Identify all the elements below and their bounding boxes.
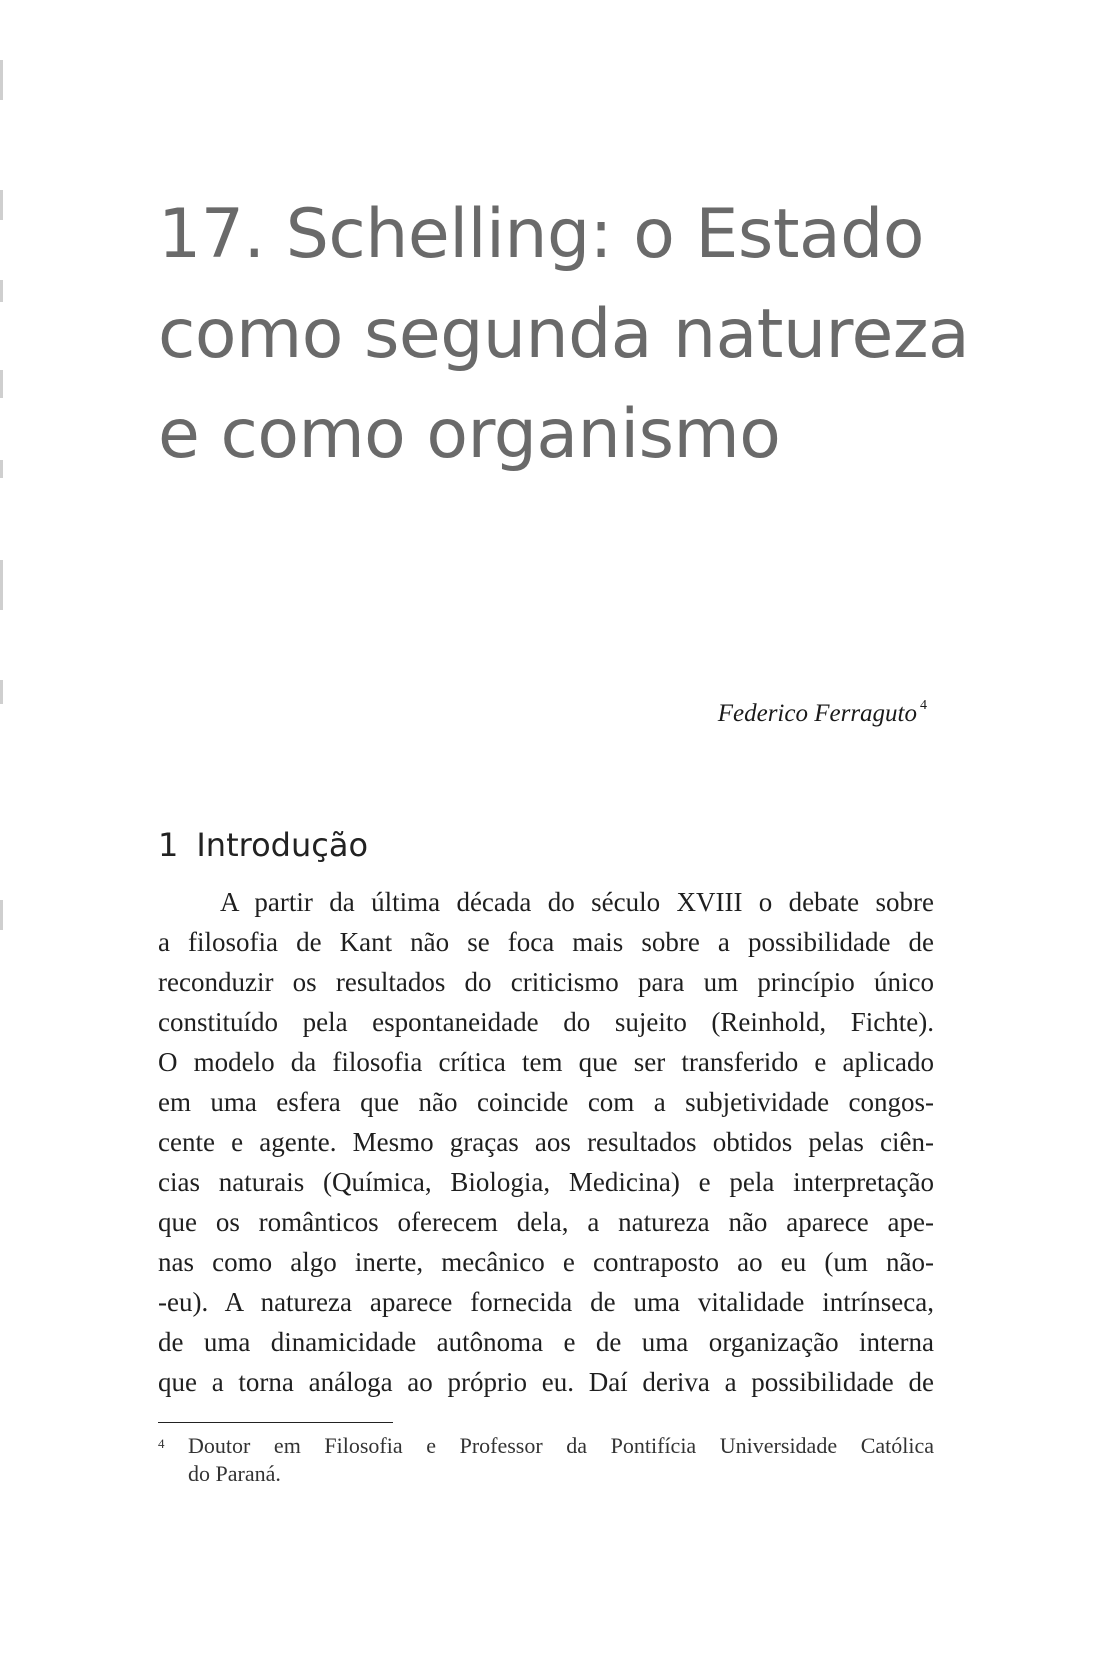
footnote xyxy=(158,1432,934,1488)
body-line: O modelo da filosofia crítica tem que ser transferido e aplicado xyxy=(158,1047,934,1077)
footnote-text xyxy=(188,1432,934,1488)
body-line: cente e agente. Mesmo graças aos resultados obtidos pelas ciên- xyxy=(158,1127,934,1157)
body-line: em uma esfera que não coincide com a subjetividade congos- xyxy=(158,1087,934,1117)
section-heading xyxy=(158,826,368,864)
author-footnote-ref: 4 xyxy=(920,697,927,713)
footnote-marker: 4 xyxy=(158,1436,165,1451)
body-line: de uma dinamicidade autônoma e de uma organização interna xyxy=(158,1327,934,1357)
body-paragraph xyxy=(158,882,934,1402)
body-line: a filosofia de Kant não se foca mais sobre a possibilidade de xyxy=(158,927,934,957)
scan-edge-marks xyxy=(0,40,6,1040)
author-byline xyxy=(717,697,927,728)
body-line: -eu). A natureza aparece fornecida de uma vitalidade intrínseca, xyxy=(158,1287,934,1317)
chapter-title xyxy=(158,185,970,485)
chapter-title-line: como segunda natureza xyxy=(158,295,970,374)
body-line: constituído pela espontaneidade do sujeito (Reinhold, Fichte). xyxy=(158,1007,934,1037)
footnote-line: do Paraná. xyxy=(188,1461,281,1486)
section-title: Introdução xyxy=(196,826,369,864)
body-line: que a torna análoga ao próprio eu. Daí deriva a possibilidade de xyxy=(158,1367,934,1397)
footnote-line: Doutor em Filosofia e Professor da Pontifícia Universidade Católica xyxy=(188,1433,934,1458)
section-number: 1 xyxy=(158,826,179,864)
body-line: que os românticos oferecem dela, a natureza não aparece ape- xyxy=(158,1207,934,1237)
chapter-title-line: 17. Schelling: o Estado xyxy=(158,195,924,274)
footnote-divider xyxy=(158,1422,393,1423)
chapter-title-line: e como organismo xyxy=(158,395,781,474)
body-line: nas como algo inerte, mecânico e contraposto ao eu (um não- xyxy=(158,1247,934,1277)
body-line: A partir da última década do século XVIII o debate sobre xyxy=(220,887,934,917)
author-name: Federico Ferraguto xyxy=(717,700,917,727)
body-line: cias naturais (Química, Biologia, Medicina) e pela interpretação xyxy=(158,1167,934,1197)
body-line: reconduzir os resultados do criticismo para um princípio único xyxy=(158,967,934,997)
